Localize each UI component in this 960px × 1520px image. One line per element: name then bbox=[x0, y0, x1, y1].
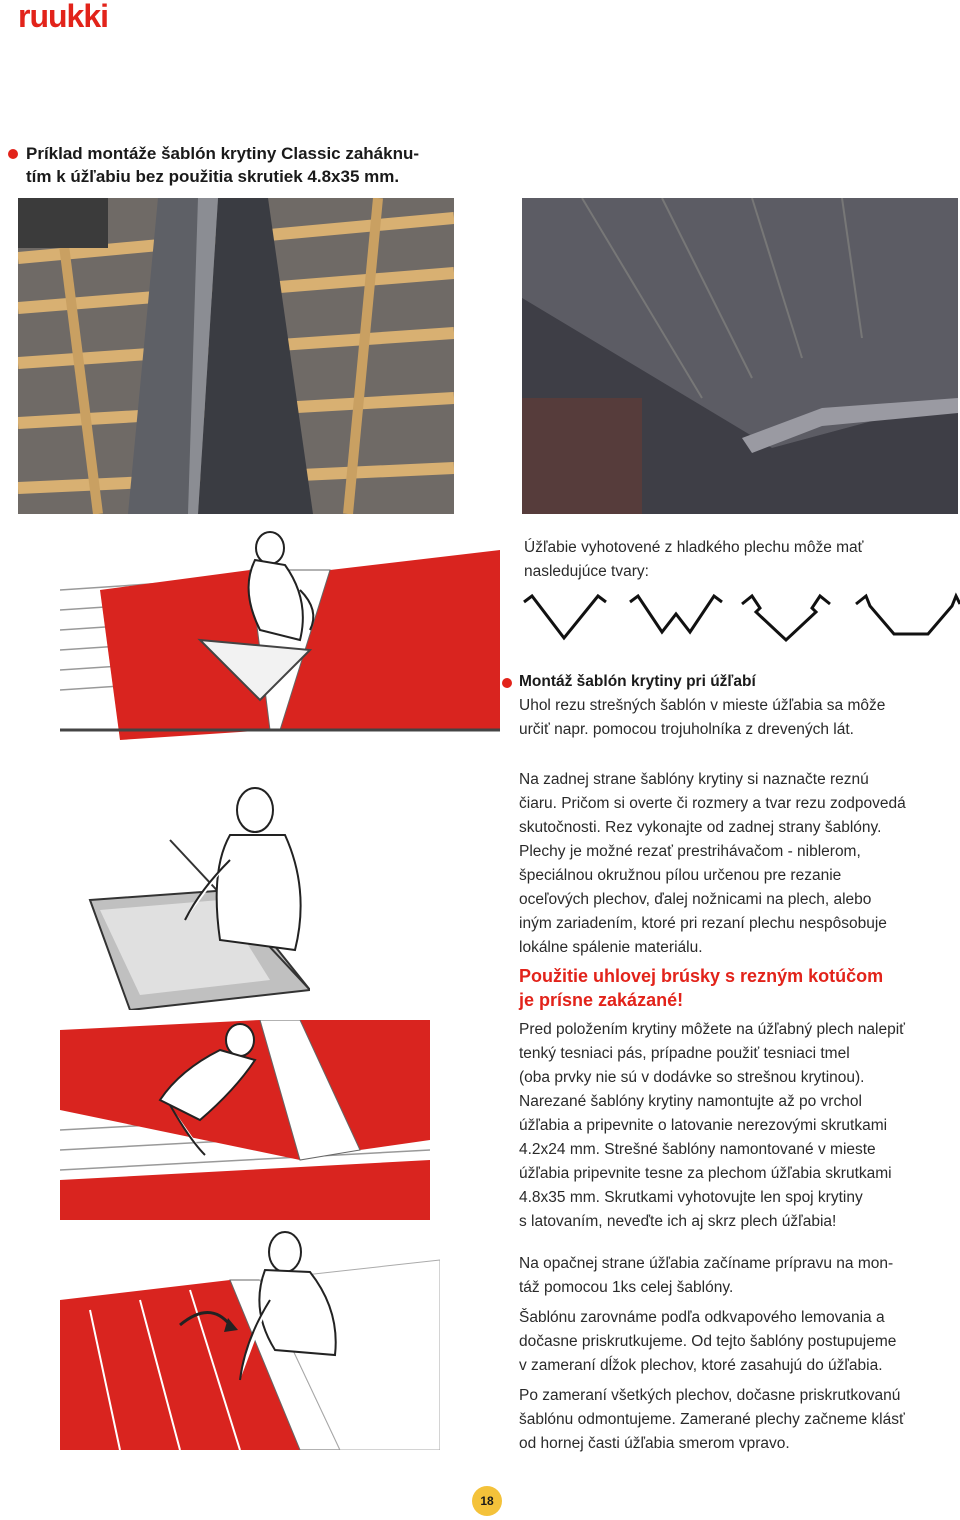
p1-line: oceľových plechov, ďalej nožnicami na plech, alebo bbox=[519, 891, 872, 908]
paragraph-dismount bbox=[519, 1384, 959, 1456]
p1-line: lokálne spálenie materiálu. bbox=[519, 939, 703, 956]
valley-shape-flat bbox=[856, 596, 960, 634]
p2-line: tenký tesniaci pás, prípadne použiť tesniaci tmel bbox=[519, 1045, 850, 1062]
p4-line: v zameraní dĺžok plechov, ktoré zasahujú do úžľabia. bbox=[519, 1357, 883, 1374]
p4-line: Šablónu zarovnáme podľa odkvapového lemovania a bbox=[519, 1309, 885, 1326]
p3-line: Na opačnej strane úžľabia začíname prípravu na mon- bbox=[519, 1255, 894, 1272]
p1-line: skutočnosti. Rez vykonajte od zadnej strany šablóny. bbox=[519, 819, 882, 836]
p5-line: Po zameraní všetkých plechov, dočasne priskrutkovanú bbox=[519, 1387, 901, 1404]
section-installation bbox=[502, 670, 952, 742]
paragraph-opposite-side bbox=[519, 1252, 959, 1300]
p3-line: táž pomocou 1ks celej šablóny. bbox=[519, 1279, 734, 1296]
ruukki-logo bbox=[18, 2, 148, 32]
p5-line: od hornej časti úžľabia smerom vpravo. bbox=[519, 1435, 790, 1452]
valley-photo-finished bbox=[522, 198, 958, 514]
valley-shape-ribbed bbox=[742, 596, 830, 640]
bullet-icon bbox=[8, 149, 18, 159]
illustration-mounting bbox=[60, 1020, 430, 1220]
valley-shapes bbox=[520, 590, 960, 652]
p1-line: špeciálnou okružnou pílou určenou pre rezanie bbox=[519, 867, 842, 884]
p1-line: čiaru. Pričom si overte či rozmery a tvar rezu zodpovedá bbox=[519, 795, 906, 812]
section-line-1: Uhol rezu strešných šablón v mieste úžľabia sa môže bbox=[519, 697, 886, 714]
p2-line: 4.2x24 mm. Strešné šablóny namontované v mieste bbox=[519, 1141, 876, 1158]
p1-line: Plechy je možné rezať prestrihávačom - niblerom, bbox=[519, 843, 861, 860]
intro-heading bbox=[8, 142, 468, 188]
p1-line: iným zariadením, ktoré pri rezaní plechu nespôsobuje bbox=[519, 915, 887, 932]
warning-text bbox=[519, 964, 959, 1012]
p2-line: s latovaním, neveďte ich aj skrz plech úžľabia! bbox=[519, 1213, 837, 1230]
illustration-measuring bbox=[60, 1230, 440, 1450]
valley-shape-w bbox=[630, 596, 722, 632]
valley-shape-v bbox=[524, 596, 606, 638]
valley-shapes-caption bbox=[524, 536, 944, 584]
paragraph-alignment bbox=[519, 1306, 959, 1378]
p5-line: šablónu odmontujeme. Zamerané plechy začneme klásť bbox=[519, 1411, 905, 1428]
bullet-icon bbox=[502, 678, 512, 688]
caption-line-1: Úžľabie vyhotovené z hladkého plechu môže mať bbox=[524, 539, 864, 556]
p4-line: dočasne priskrutkujeme. Od tejto šablóny postupujeme bbox=[519, 1333, 897, 1350]
valley-photo-battens bbox=[18, 198, 454, 514]
p1-line: Na zadnej strane šablóny krytiny si naznačte reznú bbox=[519, 771, 869, 788]
illustration-marking bbox=[80, 780, 310, 1010]
section-title: Montáž šablón krytiny pri úžľabí bbox=[519, 673, 756, 690]
intro-line-1: Príklad montáže šablón krytiny Classic zaháknu- bbox=[26, 144, 420, 163]
section-line-2: určiť napr. pomocou trojuholníka z drevených lát. bbox=[519, 721, 854, 738]
caption-line-2: nasledujúce tvary: bbox=[524, 563, 649, 580]
paragraph-cutting bbox=[519, 768, 959, 960]
page-number: 18 bbox=[472, 1486, 502, 1516]
warning-line-1: Použitie uhlovej brúsky s rezným kotúčom bbox=[519, 966, 884, 986]
p2-line: Pred položením krytiny môžete na úžľabný plech nalepiť bbox=[519, 1021, 905, 1038]
p2-line: úžľabia a pripevnite o latovanie nerezovými skrutkami bbox=[519, 1117, 888, 1134]
p2-line: úžľabia pripevnite tesne za plechom úžľabia skrutkami bbox=[519, 1165, 892, 1182]
paragraph-sealing bbox=[519, 1018, 959, 1234]
intro-line-2: tím k úžľabiu bez použitia skrutiek 4.8x35 mm. bbox=[26, 167, 400, 186]
p2-line: 4.8x35 mm. Skrutkami vyhotovujte len spoj krytiny bbox=[519, 1189, 863, 1206]
p2-line: Narezané šablóny krytiny namontujte až po vrchol bbox=[519, 1093, 862, 1110]
illustration-triangle bbox=[60, 530, 500, 770]
warning-line-2: je prísne zakázané! bbox=[519, 990, 684, 1010]
p2-line: (oba prvky nie sú v dodávke so strešnou krytinou). bbox=[519, 1069, 865, 1086]
logo-text: ruukki bbox=[18, 2, 109, 32]
